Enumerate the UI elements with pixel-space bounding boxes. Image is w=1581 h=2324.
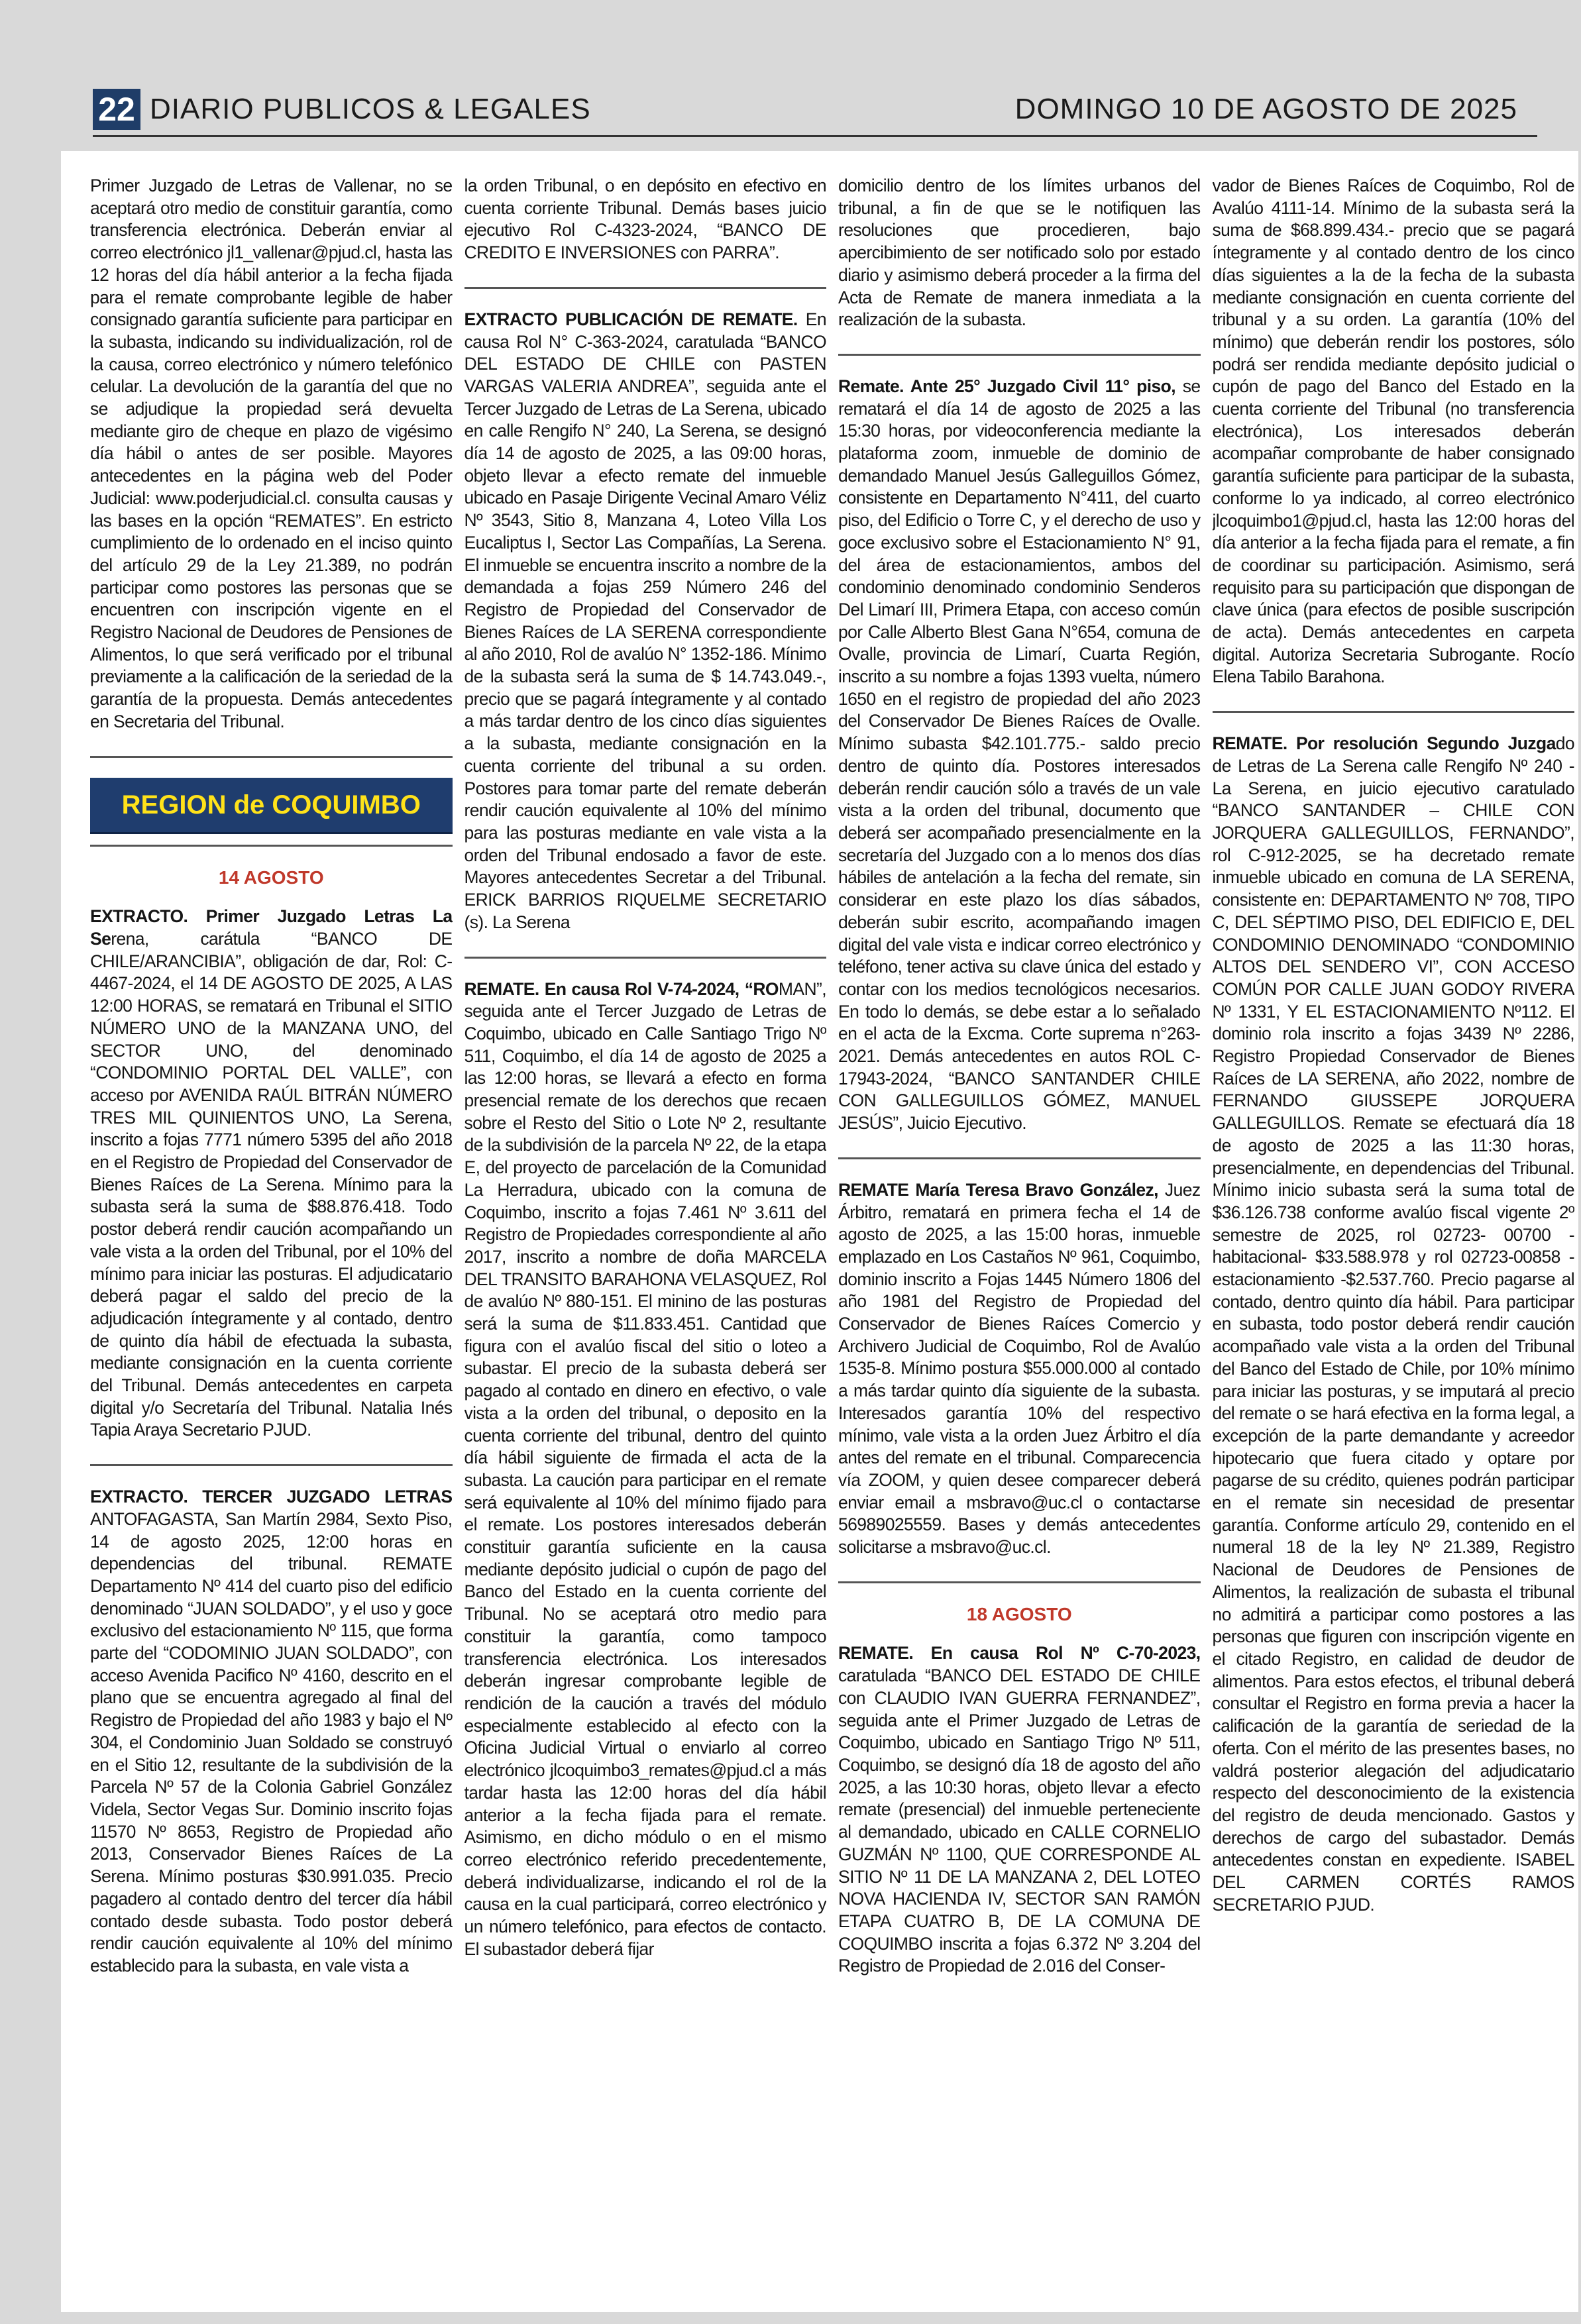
columns (90, 175, 1574, 2308)
notice-body: se rematará el día 14 de agosto de 2025 a las 15:30 horas, por videoconferencia mediante la plataforma zoom, inmueble de dominio de demandado Manuel Jesús Galleguillos Gómez, consistente en Departamento N°411, del cuarto piso, del Edificio o Torre C, y el derecho de uso y goce exclusivo sobre el Estacionamiento N° 91, del área de estacionamientos, ambos del condominio denominado condominio Senderos Del Limarí III, Primera Etapa, con acceso común por Calle Alberto Blest Gana N°654, comuna de Ovalle, provincia de Limarí, Cuarta Región, inscrito a su nombre a fojas 1393 vuelta, número 1650 en el registro de propiedad del año 2023 del Conservador De Bienes Raíces de Ovalle. Mínimo subasta $42.101.775.- saldo precio dentro de quinto día. Postores interesados deberán rendir caución sólo a través de un vale vista a la orden del tribunal, documento que deberá ser acompañado presencialmente en la secretaría del Juzgado con a lo menos dos días hábiles de antelación a la fecha del remate, sin considerar en este plazo los días sábados, deberán subir escrito, acompañando imagen digital del vale vista e indicar correo electrónico y teléfono, tener activa su clave única del estado y contar con los medios tecnológicos necesarios. En todo lo demás, se debe estar a lo señalado en el acta de la Excma. Corte suprema n°263- 2021. Demás antecedentes en autos ROL C- 17943-2024, “BANCO SANTANDER CHILE CON GALLEGUILLOS GÓMEZ, MANUEL JESÚS”, Juicio Ejecutivo. (838, 376, 1201, 1134)
date-heading: 18 AGOSTO (966, 1603, 1072, 1624)
divider (838, 354, 1201, 356)
notice-heading: EXTRACTO PUBLICACIÓN DE REMATE. (464, 309, 798, 329)
divider (90, 756, 453, 758)
notice-bci-parra-continued: la orden Tribunal, o en depósito en efectivo en cuenta corriente Tribunal. Demás bases juicio ejecutivo Rol C-4323-2024, “BANCO DE CREDITO E INVERSIONES con PARRA”. (464, 176, 826, 263)
page-header (93, 86, 1537, 132)
date-heading: 14 AGOSTO (218, 867, 324, 888)
notice-body: MAN”, seguida ante el Tercer Juzgado de Letras de Coquimbo, ubicado en Calle Santiago Trigo Nº 511, Coquimbo, el día 14 de agosto de 2025 a las 12:00 horas, se llevará a efecto en forma presencial remate de los derechos que recaen sobre el Resto del Sitio o Lote Nº 2, resultante de la subdivisión de la parcela Nº 22, de la etapa E, del proyecto de parcelación de la Comunidad La Herradura, ubicado con la comuna de Coquimbo, inscrito a fojas 7.461 Nº 3.611 del Registro de Propiedades correspondiente al año 2017, inscrito a nombre de doña MARCELA DEL TRANSITO BARAHONA VELASQUEZ, Rol de avalúo Nº 880-151. El minino de las posturas será la suma de $11.833.451. Cantidad que figura con el avalúo fiscal del sitio o loteo a subastar. El precio de la subasta deberá ser pagado al contado en dinero en efectivo, o vale vista a la orden del tribunal, o deposito en la cuenta corriente del tribunal, dentro del quinto día hábil siguiente de firmada el acta de la subasta. La caución para participar en el remate será equivalente al 10% del mínimo fijado para el remate. Los postores interesados deberán constituir garantía suficiente en la causa mediante depósito judicial o cupón de pago del Banco del Estado en la cuenta corriente del Tribunal. No se aceptará otro medio para constituir la garantía, como tampoco transferencia electrónica. Los interesados deberán ingresar comprobante legible de rendición de la caución a través del módulo especialmente establecido al efecto con la Oficina Judicial Virtual o enviarlo al correo electrónico jlcoquimbo3_remates@pjud.cl a más tardar hasta las 12:00 horas del día hábil anterior a la fecha fijada para el remate. Asimismo, en dicho módulo o en el mismo correo electrónico referido precedentemente, deberá individualizarse, indicando el rol de la causa en la cual participará, correo electrónico y un número telefónico, para efectos de contacto. El subastador deberá fijar (464, 978, 826, 1959)
notice-heading: Remate. Ante 25° Juzgado Civil 11° piso, (838, 376, 1175, 396)
divider (838, 1581, 1201, 1583)
notice-body: do de Letras de La Serena calle Rengifo Nº 240 - La Serena, en juicio ejecutivo caratulado “BANCO SANTANDER – CHILE CON JORQUERA GALLEGUILLOS, FERNANDO”, rol C-912-2025, se ha decretado remate inmueble ubicado en comuna de LA SERENA, consistente en: DEPARTAMENTO Nº 708, TIPO C, DEL SÉPTIMO PISO, DEL EDIFICIO E, DEL CONDOMINIO DENOMINADO “CONDOMINIO ALTOS DEL SENDERO VI”, CON ACCESO COMÚN POR CALLE JUAN GODOY RIVERA Nº 1331, Y EL ESTACIONAMIENTO Nº112. El dominio rola inscrito a fojas 3439 Nº 2286, Registro Propiedad Conservador de Bienes Raíces de LA SERENA, año 2022, nombre de FERNANDO GIUSSEPE JORQUERA GALLEGUILLOS. Remate se efectuará día 18 de agosto de 2025 a las 11:30 horas, presencialmente, en dependencias del Tribunal. Mínimo inicio subasta será la suma total de $36.126.738 conforme avalúo fiscal vigente 2º semestre de 2025, rol 02723- 00700 -habitacional- $33.588.978 y rol 02723-00858 -estacionamiento -$2.537.760. Precio pagarse al contado, dentro quinto día hábil. Para participar en subasta, todo postor deberá rendir caución acompañado vale vista a la orden del Tribunal del Banco del Estado de Chile, por 10% mínimo para iniciar las posturas, y se imputará al precio del remate o se hará efectiva en la forma legal, a excepción de la parte demandante y acreedor hipotecario que fuera citado y optare por pagarse de su crédito, quienes podrán participar en el remate sin necesidad de presentar garantía. Conforme artículo 29, contenido en el numeral 18 de la ley Nº 21.389, Registro Nacional de Deudores de Pensiones de Alimentos, la realización de subasta el tribunal no admitirá a participar como postores a las personas que figuren con inscripción vigente en el citado Registro, en calidad de deudor de alimentos. Para estos efectos, el tribunal deberá consultar el Registro en forma previa a hacer la calificación de la garantía de seriedad de la oferta. Con el mérito de las presentes bases, no valdrá posterior alegación del adjudicatario respecto del desconocimiento de la existencia del registro de deuda mencionado. Gastos y derechos de cargo del subastador. Demás antecedentes constan en expediente. ISABEL DEL CARMEN CORTÉS RAMOS SECRETARIO PJUD. (1212, 733, 1574, 1915)
divider (1213, 711, 1575, 713)
divider (90, 1464, 453, 1466)
notice-heading: REMATE. Por resolución Segundo Juzga (1212, 733, 1556, 754)
divider (464, 957, 827, 959)
notice-antofagasta-juan-soldado (90, 1486, 453, 1977)
divider (838, 1157, 1201, 1159)
notice-bravo-gonzalez (838, 1179, 1201, 1559)
notice-heading: REMATE. En causa Rol V-74-2024, “RO (464, 978, 779, 999)
divider (464, 287, 827, 289)
notice-25-juzgado-civil (838, 376, 1201, 1135)
notice-roman-continued: domicilio dentro de los límites urbanos del tribunal, a fin de que se le notifiquen las resoluciones que procedieren, bajo apercibimiento de ser notificado solo por estado diario y asimismo deberá proceder a la firma del Acta de Remate de manera inmediata a la realización de la subasta. (838, 176, 1201, 330)
notice-body: caratulada “BANCO DEL ESTADO DE CHILE con CLAUDIO IVAN GUERRA FERNANDEZ”, seguida ante el Primer Juzgado de Letras de Coquimbo, ubicado en Santiago Trigo Nº 511, Coquimbo, se designó día 18 de agosto del año 2025, a las 10:30 horas, objeto llevar a efecto remate (presencial) del inmueble perteneciente al demandado, ubicado en CALLE CORNELIO GUZMÁN Nº 1100, QUE CORRESPONDE AL SITIO Nº 11 DE LA MANZANA 2, DEL LOTEO NOVA HACIENDA IV, SECTOR SAN RAMÓN ETAPA CUATRO B, DE LA COMUNA DE COQUIMBO inscrita a fojas 6.372 Nº 3.204 del Registro de Propiedad de 2.016 del Conser- (838, 1665, 1201, 1976)
publication-name: DIARIO PUBLICOS & LEGALES (150, 93, 591, 125)
column-4 (1213, 175, 1575, 2305)
notice-body: En causa Rol N° C-363-2024, caratulada “BANCO DEL ESTADO DE CHILE con PASTEN VARGAS VALERIA ANDREA”, seguida ante el Tercer Juzgado de Letras de La Serena, ubicado en calle Rengifo N° 240, La Serena, se designó día 14 de agosto de 2025, a las 09:00 horas, objeto llevar a efecto remate del inmueble ubicado en Pasaje Dirigente Vecinal Amaro Véliz Nº 3543, Sitio 8, Manzana 4, Loteo Villa Los Eucaliptus I, Sector Las Compañías, La Serena. El inmueble se encuentra inscrito a nombre de la demandada a fojas 259 Número 246 del Registro de Propiedad del Conservador de Bienes Raíces de LA SERENA correspondiente al año 2010, Rol de avalúo N° 1352-186. Mínimo de la subasta será la suma de $ 14.743.049.-, precio que se pagará íntegramente y al contado a más tardar dentro de los cinco días siguientes a la subasta, mediante consignación en la cuenta corriente del tribunal a su orden. Postores para tomar parte del remate deberán rendir caución equivalente al 10% del mínimo para las posturas mediante en vale vista a la orden del Tribunal endosado a favor de este. Mayores antecedentes Secretar a del Tribunal. ERICK BARRIOS RIQUELME SECRETARIO (s). La Serena (464, 309, 826, 932)
notice-body: Juez Árbitro, rematará en primera fecha el 14 de agosto de 2025, a las 15:00 horas, inmueble emplazado en Los Castaños Nº 961, Coquimbo, dominio inscrito a Fojas 1445 Número 1806 del año 1981 del Registro de Propiedad del Conservador de Bienes Raíces Comercio y Archivero Judicial de Coquimbo, Rol de Avalúo 1535-8. Mínimo postura $55.000.000 al contado a más tardar quinto día siguiente de la subasta. Interesados garantía 10% del respectivo mínimo, vale vista a la orden Juez Árbitro el día antes del remate en el tribunal. Comparecencia vía ZOOM, y quien desee comparecer deberá enviar email a msbravo@uc.cl o contactarse 56989025559. Bases y demás antecedentes solicitarse a msbravo@uc.cl. (838, 1179, 1201, 1558)
notice-heading: EXTRACTO. TERCER JUZGADO LETRAS (90, 1487, 453, 1507)
notice-jorquera-galleguillos (1213, 733, 1575, 1916)
notice-body: ANTOFAGASTA, San Martín 2984, Sexto Piso, 14 de agosto 2025, 12:00 horas en dependencias del tribunal. REMATE Departamento Nº 414 del cuarto piso del edificio denominado “JUAN SOLDADO”, y el uso y goce exclusivo del estacionamiento Nº 115, que forma parte del “CODOMINIO JUAN SOLDADO”, con acceso Avenida Pacifico Nº 4160, descrito en el plano que se encuentra agregado al final del Registro de Propiedad del año 1983 y bajo el Nº 304, el Condominio Juan Soldado se construyó en el Sitio 12, resultante de la subdivisión de la Parcela Nº 57 de la Colonia Gabriel González Videla, Sector Vegas Sur. Dominio inscrito fojas 11570 Nº 8653, Registro de Propiedad año 2013, Conservador Bienes Raíces de La Serena. Mínimo posturas $30.991.035. Precio pagadero al contado dentro del tercer día hábil contado desde subasta. Todo postor deberá rendir caución equivalente al 10% del mínimo establecido para la subasta, en vale vista a (90, 1508, 453, 1976)
column-2 (464, 175, 827, 2305)
notice-vallenar-continued: Primer Juzgado de Letras de Vallenar, no se aceptará otro medio de constituir garantía, como transferencia electrónica. Deberán enviar al correo electrónico jl1_vallenar@pjud.cl, hasta las 12 horas del día hábil anterior a la fecha fijada para el remate comprobante legible de haber consignado garantía suficiente para participar en la subasta, indicando su individualización, rol de la causa, correo electrónico y número telefónico celular. La devolución de la garantía del que no se adjudique la propiedad será devuelta mediante giro de cheque en plazo de vigésimo día hábil o antes de ser posible. Mayores antecedentes en la página web del Poder Judicial: www.poderjudicial.cl. consulta causas y las bases en la opción “REMATES”. En estricto cumplimiento de lo ordenado en el inciso quinto del artículo 29 de la Ley 21.389, no podrán participar como postores las personas que se encuentren con inscripción vigente en el Registro Nacional de Deudores de Pensiones de Alimentos, lo que será verificado por el tribunal previamente a la calificación de la seriedad de la garantía de la propuesta. Demás antecedentes en Secretaria del Tribunal. (90, 176, 453, 731)
notice-roman-coquimbo (464, 978, 827, 1961)
notice-heading: REMATE María Teresa Bravo González, (838, 1179, 1158, 1200)
page-number: 22 (93, 89, 140, 130)
publication-date: DOMINGO 10 DE AGOSTO DE 2025 (1014, 93, 1517, 125)
notice-body: rena, carátula “BANCO DE CHILE/ARANCIBIA”, obligación de dar, Rol: C-4467-2024, el 14 DE AGOSTO DE 2025, A LAS 12:00 HORAS, se rematará en Tribunal el SITIO NÚMERO UNO de la MANZANA UNO, del SECTOR UNO, del denominado “CONDOMINIO PORTAL DEL VALLE”, con acceso por AVENIDA RAÚL BITRÁN NÚMERO TRES MIL QUINIENTOS UNO, La Serena, inscrito a fojas 7771 número 5395 del año 2018 en el Registro de Propiedad del Conservador de Bienes Raíces de La Serena. Mínimo para la subasta será la suma de $88.876.418. Todo postor deberá rendir caución acompañando un vale vista a la orden del Tribunal, por el 10% del mínimo para iniciar las posturas. El adjudicatario deberá pagar el saldo del precio de la adjudicación íntegramente y al contado, dentro de quinto día hábil de efectuada la subasta, mediante consignación en la cuenta corriente del Tribunal. Demás antecedentes en carpeta digital y/o Secretaría del Tribunal. Natalia Inés Tapia Araya Secretario PJUD. (90, 928, 453, 1440)
notice-pasten-vargas (464, 309, 827, 934)
page-sheet (61, 151, 1578, 2312)
header-divider (93, 135, 1537, 137)
notice-guerra-continued: vador de Bienes Raíces de Coquimbo, Rol de Avalúo 4111-14. Mínimo de la subasta será la suma de $68.899.434.- precio que se pagará íntegramente y al contado dentro de los cinco días siguientes a la de la fecha de la subasta mediante consignación en cuenta corriente del tribunal y a su orden. La garantía (10% del mínimo) que deberán rendir los postores, sólo podrá ser rendida mediante depósito judicial o cupón de pago del Banco del Estado en la cuenta corriente del Tribunal (no transferencia electrónica), Los interesados deberán acompañar comprobante de haber consignado garantía suficiente para participar de la subasta, conforme lo ya indicado, al correo electrónico jlcoquimbo1@pjud.cl, hasta las 12:00 horas del día anterior a la fecha fijada para el remate, a fin de coordinar su participación. Asimismo, será requisito para su participación que dispongan de clave única (para efectos de posible suscripción de acta). Demás antecedentes en carpeta digital. Autoriza Secretaria Subrogante. Rocío Elena Tabilo Barahona. (1212, 176, 1574, 687)
divider (90, 845, 453, 847)
notice-la-serena-portal-del-valle (90, 906, 453, 1442)
region-banner: REGION de COQUIMBO (90, 778, 453, 834)
notice-heading: REMATE. En causa Rol Nº C-70-2023, (838, 1643, 1201, 1664)
notice-heading: EXTRACTO. Primer Juzgado Letras La Se (90, 906, 453, 949)
column-1 (90, 175, 453, 2305)
notice-guerra-fernandez (838, 1642, 1201, 1978)
column-3 (838, 175, 1201, 2305)
